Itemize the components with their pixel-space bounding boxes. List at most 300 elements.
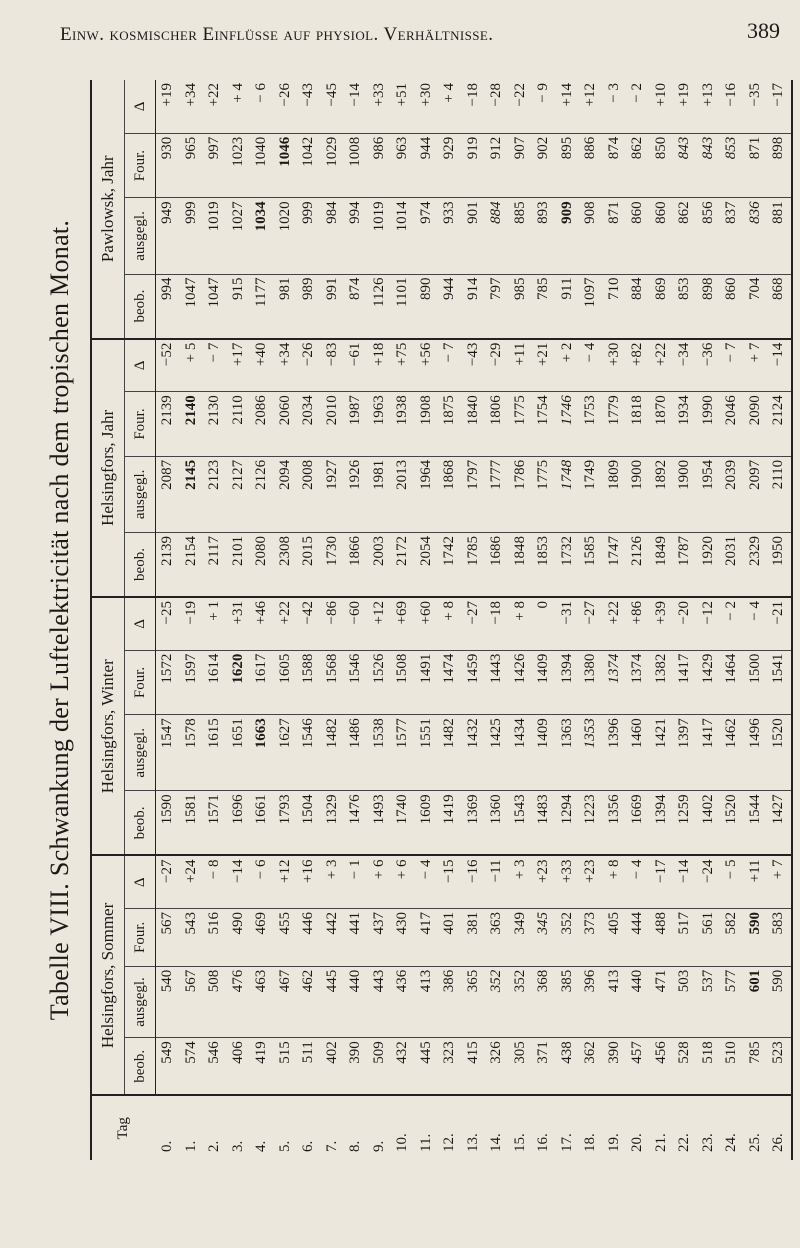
table-cell: 1019 <box>203 198 227 274</box>
table-cell: 413 <box>603 966 627 1038</box>
row-day: 1. <box>182 1140 199 1152</box>
table-cell: 363 <box>485 909 509 967</box>
table-cell: 933 <box>438 198 462 274</box>
table-cell: 1732 <box>556 532 580 597</box>
table-cell: 949 <box>156 198 180 274</box>
table-row <box>532 80 556 1160</box>
table-cell: 2139 <box>156 392 180 457</box>
table-cell: 884 <box>626 274 650 339</box>
table-cell: −86 <box>321 597 345 650</box>
table-row <box>720 80 744 1160</box>
table-cell: 546 <box>203 1038 227 1096</box>
table-cell: 1008 <box>344 133 368 198</box>
table-cell: 1786 <box>509 456 533 532</box>
table-cell: 1749 <box>579 456 603 532</box>
table-cell: 2117 <box>203 532 227 597</box>
header-sub-ausgegl: ausgegl. <box>125 456 156 532</box>
row-day: 19. <box>605 1133 622 1152</box>
table-cell: 1223 <box>579 791 603 856</box>
table-cell: 509 <box>368 1038 392 1096</box>
table-row <box>579 80 603 1160</box>
table-cell: 1868 <box>438 456 462 532</box>
table-cell: 432 <box>391 1038 415 1096</box>
table-cell: − 4 <box>579 339 603 392</box>
table-cell: 1491 <box>415 650 439 715</box>
data-table <box>90 80 793 1160</box>
running-head: Einw. kosmischer Einflüsse auf physiol. Verhältnisse. <box>60 24 494 45</box>
table-cell: 462 <box>297 966 321 1038</box>
table-cell: 2126 <box>626 532 650 597</box>
table-cell: 1797 <box>462 456 486 532</box>
table-cell: +12 <box>274 855 298 908</box>
table-cell: −60 <box>344 597 368 650</box>
table-cell: − 9 <box>532 80 556 133</box>
table-cell: 2031 <box>720 532 744 597</box>
table-cell: +18 <box>368 339 392 392</box>
table-cell: − 3 <box>603 80 627 133</box>
table-cell: −14 <box>673 855 697 908</box>
table-cell: 1476 <box>344 791 368 856</box>
table-cell: +30 <box>603 339 627 392</box>
table-cell: 528 <box>673 1038 697 1096</box>
row-day: 11. <box>417 1133 434 1152</box>
table-cell: 503 <box>673 966 697 1038</box>
table-cell: 1097 <box>579 274 603 339</box>
table-cell: − 4 <box>626 855 650 908</box>
table-cell: − 5 <box>720 855 744 908</box>
table-cell: 989 <box>297 274 321 339</box>
row-day: 12. <box>441 1133 458 1152</box>
table-cell: 406 <box>227 1038 251 1096</box>
header-sub-delta: Δ <box>125 339 156 392</box>
table-cell: 1462 <box>720 715 744 791</box>
table-cell: 1538 <box>368 715 392 791</box>
table-cell: 1696 <box>227 791 251 856</box>
table-cell: 456 <box>650 1038 674 1096</box>
table-cell: 1990 <box>697 392 721 457</box>
table-cell: 471 <box>650 966 674 1038</box>
table-cell: 1397 <box>673 715 697 791</box>
table-cell: 365 <box>462 966 486 1038</box>
table-cell: 2154 <box>180 532 204 597</box>
table-cell: 898 <box>697 274 721 339</box>
table-cell: +34 <box>180 80 204 133</box>
table-cell: 345 <box>532 909 556 967</box>
row-day: 18. <box>582 1133 599 1152</box>
table-cell: 1849 <box>650 532 674 597</box>
row-day: 5. <box>276 1140 293 1152</box>
table-cell: 1474 <box>438 650 462 715</box>
table-cell: − 8 <box>203 855 227 908</box>
table-cell: 516 <box>203 909 227 967</box>
table-cell: 991 <box>321 274 345 339</box>
table-cell: −31 <box>556 597 580 650</box>
table-cell: 445 <box>321 966 345 1038</box>
table-cell: 415 <box>462 1038 486 1096</box>
table-cell: 1520 <box>720 791 744 856</box>
table-cell: +11 <box>509 339 533 392</box>
header-sub-beob: beob. <box>125 532 156 597</box>
table-cell: 2013 <box>391 456 415 532</box>
table-cell: 856 <box>697 198 721 274</box>
row-day: 3. <box>229 1140 246 1152</box>
header-group-sommer: Helsingfors, Sommer <box>91 855 125 1095</box>
table-cell: 1374 <box>626 650 650 715</box>
table-cell: 446 <box>297 909 321 967</box>
table-cell: 785 <box>744 1038 768 1096</box>
page-header <box>40 14 780 50</box>
table-cell: 405 <box>603 909 627 967</box>
table-cell: 1926 <box>344 456 368 532</box>
table-cell: +12 <box>579 80 603 133</box>
table-cell: +22 <box>603 597 627 650</box>
table-cell: 476 <box>227 966 251 1038</box>
table-cell: 1034 <box>250 198 274 274</box>
table-cell: +33 <box>556 855 580 908</box>
table-cell: −25 <box>156 597 180 650</box>
table-cell: −14 <box>227 855 251 908</box>
table-cell: 437 <box>368 909 392 967</box>
table-cell: +40 <box>250 339 274 392</box>
table-cell: 2010 <box>321 392 345 457</box>
table-cell: + 3 <box>321 855 345 908</box>
table-cell: + 2 <box>556 339 580 392</box>
table-cell: +60 <box>415 597 439 650</box>
table-cell: +11 <box>744 855 768 908</box>
header-day: Tag <box>115 1117 132 1140</box>
table-cell: 911 <box>556 274 580 339</box>
table-cell: 2034 <box>297 392 321 457</box>
table-cell: 2139 <box>156 532 180 597</box>
table-cell: 2054 <box>415 532 439 597</box>
table-cell: 537 <box>697 966 721 1038</box>
table-cell: −19 <box>180 597 204 650</box>
table-cell: 443 <box>368 966 392 1038</box>
table-cell: 1443 <box>485 650 509 715</box>
table-cell: −36 <box>697 339 721 392</box>
table-cell: 2094 <box>274 456 298 532</box>
table-cell: +10 <box>650 80 674 133</box>
table-row <box>697 80 721 1160</box>
table-cell: 1027 <box>227 198 251 274</box>
table-cell: −27 <box>156 855 180 908</box>
table-cell: +82 <box>626 339 650 392</box>
table-cell: 860 <box>626 198 650 274</box>
table-cell: +75 <box>391 339 415 392</box>
table-cell: 1402 <box>697 791 721 856</box>
table-cell: 1938 <box>391 392 415 457</box>
table-cell: 1779 <box>603 392 627 457</box>
table-cell: +19 <box>673 80 697 133</box>
table-cell: 2039 <box>720 456 744 532</box>
header-sub-beob: beob. <box>125 791 156 856</box>
table-cell: 381 <box>462 909 486 967</box>
table-cell: + 6 <box>391 855 415 908</box>
row-day: 17. <box>558 1133 575 1152</box>
table-row <box>556 80 580 1160</box>
table-cell: − 1 <box>344 855 368 908</box>
table-cell: 1590 <box>156 791 180 856</box>
table-cell: − 6 <box>250 80 274 133</box>
table-cell: +86 <box>626 597 650 650</box>
table-cell: + 7 <box>744 339 768 392</box>
table-cell: 1504 <box>297 791 321 856</box>
table-cell: 862 <box>626 133 650 198</box>
table-cell: 862 <box>673 198 697 274</box>
table-cell: 352 <box>485 966 509 1038</box>
header-sub-four: Four. <box>125 133 156 198</box>
table-cell: 371 <box>532 1038 556 1096</box>
table-cell: 590 <box>744 909 768 967</box>
table-cell: +56 <box>415 339 439 392</box>
table-cell: 902 <box>532 133 556 198</box>
table-cell: 1546 <box>297 715 321 791</box>
table-cell: 963 <box>391 133 415 198</box>
header-sub-delta: Δ <box>125 597 156 650</box>
table-cell: 1520 <box>767 715 792 791</box>
table-cell: 1482 <box>438 715 462 791</box>
table-cell: −17 <box>650 855 674 908</box>
table-cell: 1382 <box>650 650 674 715</box>
table-cell: 1374 <box>603 650 627 715</box>
table-cell: 490 <box>227 909 251 967</box>
table-row <box>297 80 321 1160</box>
table-cell: 1950 <box>767 532 792 597</box>
table-cell: 390 <box>603 1038 627 1096</box>
table-cell: 1809 <box>603 456 627 532</box>
table-cell: −34 <box>673 339 697 392</box>
table-cell: 1419 <box>438 791 462 856</box>
table-cell: 1546 <box>344 650 368 715</box>
table-cell: 994 <box>156 274 180 339</box>
table-cell: +51 <box>391 80 415 133</box>
table-cell: −21 <box>767 597 792 650</box>
table-cell: 390 <box>344 1038 368 1096</box>
table-cell: + 4 <box>438 80 462 133</box>
table-cell: 997 <box>203 133 227 198</box>
row-day: 16. <box>535 1133 552 1152</box>
row-day: 23. <box>699 1133 716 1152</box>
table-cell: 1047 <box>203 274 227 339</box>
table-cell: + 8 <box>509 597 533 650</box>
table-row <box>368 80 392 1160</box>
header-group-helsingfors-jahr: Helsingfors, Jahr <box>91 339 125 597</box>
table-cell: 463 <box>250 966 274 1038</box>
table-cell: 567 <box>156 909 180 967</box>
table-cell: 1661 <box>250 791 274 856</box>
table-cell: 582 <box>720 909 744 967</box>
table-cell: 1597 <box>180 650 204 715</box>
table-cell: 981 <box>274 274 298 339</box>
table-cell: 574 <box>180 1038 204 1096</box>
table-row <box>767 80 792 1160</box>
table-cell: −14 <box>767 339 792 392</box>
table-cell: 1380 <box>579 650 603 715</box>
table-cell: 1046 <box>274 133 298 198</box>
table-row <box>203 80 227 1160</box>
table-cell: 853 <box>673 274 697 339</box>
table-cell: 901 <box>462 198 486 274</box>
table-cell: − 4 <box>744 597 768 650</box>
table-cell: 2080 <box>250 532 274 597</box>
table-cell: 457 <box>626 1038 650 1096</box>
table-cell: − 2 <box>626 80 650 133</box>
table-row <box>227 80 251 1160</box>
table-cell: 1496 <box>744 715 768 791</box>
table-cell: 590 <box>767 966 792 1038</box>
table-cell: 984 <box>321 198 345 274</box>
table-cell: 1614 <box>203 650 227 715</box>
table-cell: 1900 <box>626 456 650 532</box>
table-cell: 511 <box>297 1038 321 1096</box>
table-cell: −15 <box>438 855 462 908</box>
table-cell: 1577 <box>391 715 415 791</box>
table-cell: 2090 <box>744 392 768 457</box>
table-cell: 843 <box>673 133 697 198</box>
table-cell: 583 <box>767 909 792 967</box>
table-cell: 1396 <box>603 715 627 791</box>
table-cell: −29 <box>485 339 509 392</box>
table-cell: 515 <box>274 1038 298 1096</box>
table-cell: 1500 <box>744 650 768 715</box>
table-cell: 2008 <box>297 456 321 532</box>
table-cell: 1101 <box>391 274 415 339</box>
table-cell: 373 <box>579 909 603 967</box>
table-cell: 469 <box>250 909 274 967</box>
table-cell: 908 <box>579 198 603 274</box>
row-day: 14. <box>488 1133 505 1152</box>
table-cell: 349 <box>509 909 533 967</box>
table-cell: 1409 <box>532 715 556 791</box>
row-day: 13. <box>464 1133 481 1152</box>
table-cell: 985 <box>509 274 533 339</box>
table-cell: − 6 <box>250 855 274 908</box>
table-cell: +39 <box>650 597 674 650</box>
table-cell: 1686 <box>485 532 509 597</box>
table-cell: 2130 <box>203 392 227 457</box>
table-cell: 974 <box>415 198 439 274</box>
table-cell: 1785 <box>462 532 486 597</box>
table-cell: 1866 <box>344 532 368 597</box>
table-row <box>744 80 768 1160</box>
table-row <box>180 80 204 1160</box>
table-cell: 1486 <box>344 715 368 791</box>
table-row <box>509 80 533 1160</box>
table-cell: −18 <box>485 597 509 650</box>
table-cell: −83 <box>321 339 345 392</box>
table-cell: 871 <box>744 133 768 198</box>
table-cell: 577 <box>720 966 744 1038</box>
table-cell: 1126 <box>368 274 392 339</box>
table-cell: +22 <box>203 80 227 133</box>
table-cell: 523 <box>767 1038 792 1096</box>
table-cell: −18 <box>462 80 486 133</box>
table-cell: 2110 <box>767 456 792 532</box>
table-cell: 2087 <box>156 456 180 532</box>
table-cell: 362 <box>579 1038 603 1096</box>
table-cell: 1394 <box>650 791 674 856</box>
row-day: 22. <box>676 1133 693 1152</box>
table-cell: 1482 <box>321 715 345 791</box>
table-cell: 999 <box>297 198 321 274</box>
rotated-table-block <box>30 70 787 1170</box>
table-cell: +22 <box>650 339 674 392</box>
table-cell: 1394 <box>556 650 580 715</box>
table-cell: +12 <box>368 597 392 650</box>
header-sub-ausgegl: ausgegl. <box>125 966 156 1038</box>
table-cell: 305 <box>509 1038 533 1096</box>
table-cell: 785 <box>532 274 556 339</box>
table-cell: 1617 <box>250 650 274 715</box>
table-cell: 385 <box>556 966 580 1038</box>
table-cell: − 7 <box>438 339 462 392</box>
table-cell: 1543 <box>509 791 533 856</box>
table-cell: 567 <box>180 966 204 1038</box>
table-cell: +24 <box>180 855 204 908</box>
header-sub-ausgegl: ausgegl. <box>125 715 156 791</box>
table-cell: 2145 <box>180 456 204 532</box>
table-cell: 1356 <box>603 791 627 856</box>
table-cell: 323 <box>438 1038 462 1096</box>
table-cell: 543 <box>180 909 204 967</box>
table-cell: 2329 <box>744 532 768 597</box>
table-cell: 1294 <box>556 791 580 856</box>
table-cell: + 1 <box>203 597 227 650</box>
row-day: 4. <box>253 1140 270 1152</box>
table-cell: 1040 <box>250 133 274 198</box>
table-cell: 898 <box>767 133 792 198</box>
table-cell: 1360 <box>485 791 509 856</box>
table-cell: 440 <box>626 966 650 1038</box>
header-group-row <box>91 80 125 1160</box>
table-cell: −14 <box>344 80 368 133</box>
table-cell: 994 <box>344 198 368 274</box>
table-cell: 1417 <box>673 650 697 715</box>
table-cell: 1023 <box>227 133 251 198</box>
table-row <box>650 80 674 1160</box>
table-cell: −20 <box>673 597 697 650</box>
table-cell: 2308 <box>274 532 298 597</box>
table-cell: 352 <box>556 909 580 967</box>
table-cell: 1047 <box>180 274 204 339</box>
header-sub-beob: beob. <box>125 274 156 339</box>
row-day: 20. <box>629 1133 646 1152</box>
table-cell: − 7 <box>720 339 744 392</box>
table-cell: 488 <box>650 909 674 967</box>
table-cell: 853 <box>720 133 744 198</box>
table-cell: 944 <box>415 133 439 198</box>
table-cell: 1434 <box>509 715 533 791</box>
table-cell: 436 <box>391 966 415 1038</box>
table-cell: −22 <box>509 80 533 133</box>
table-cell: 1020 <box>274 198 298 274</box>
table-cell: 1615 <box>203 715 227 791</box>
table-cell: 1609 <box>415 791 439 856</box>
table-cell: −28 <box>485 80 509 133</box>
table-cell: 912 <box>485 133 509 198</box>
table-cell: − 4 <box>415 855 439 908</box>
table-cell: 944 <box>438 274 462 339</box>
table-cell: 1663 <box>250 715 274 791</box>
row-day: 15. <box>511 1133 528 1152</box>
table-cell: 1427 <box>767 791 792 856</box>
table-cell: 561 <box>697 909 721 967</box>
table-cell: 467 <box>274 966 298 1038</box>
table-cell: 1460 <box>626 715 650 791</box>
table-cell: 1029 <box>321 133 345 198</box>
table-cell: 326 <box>485 1038 509 1096</box>
header-sub-four: Four. <box>125 909 156 967</box>
